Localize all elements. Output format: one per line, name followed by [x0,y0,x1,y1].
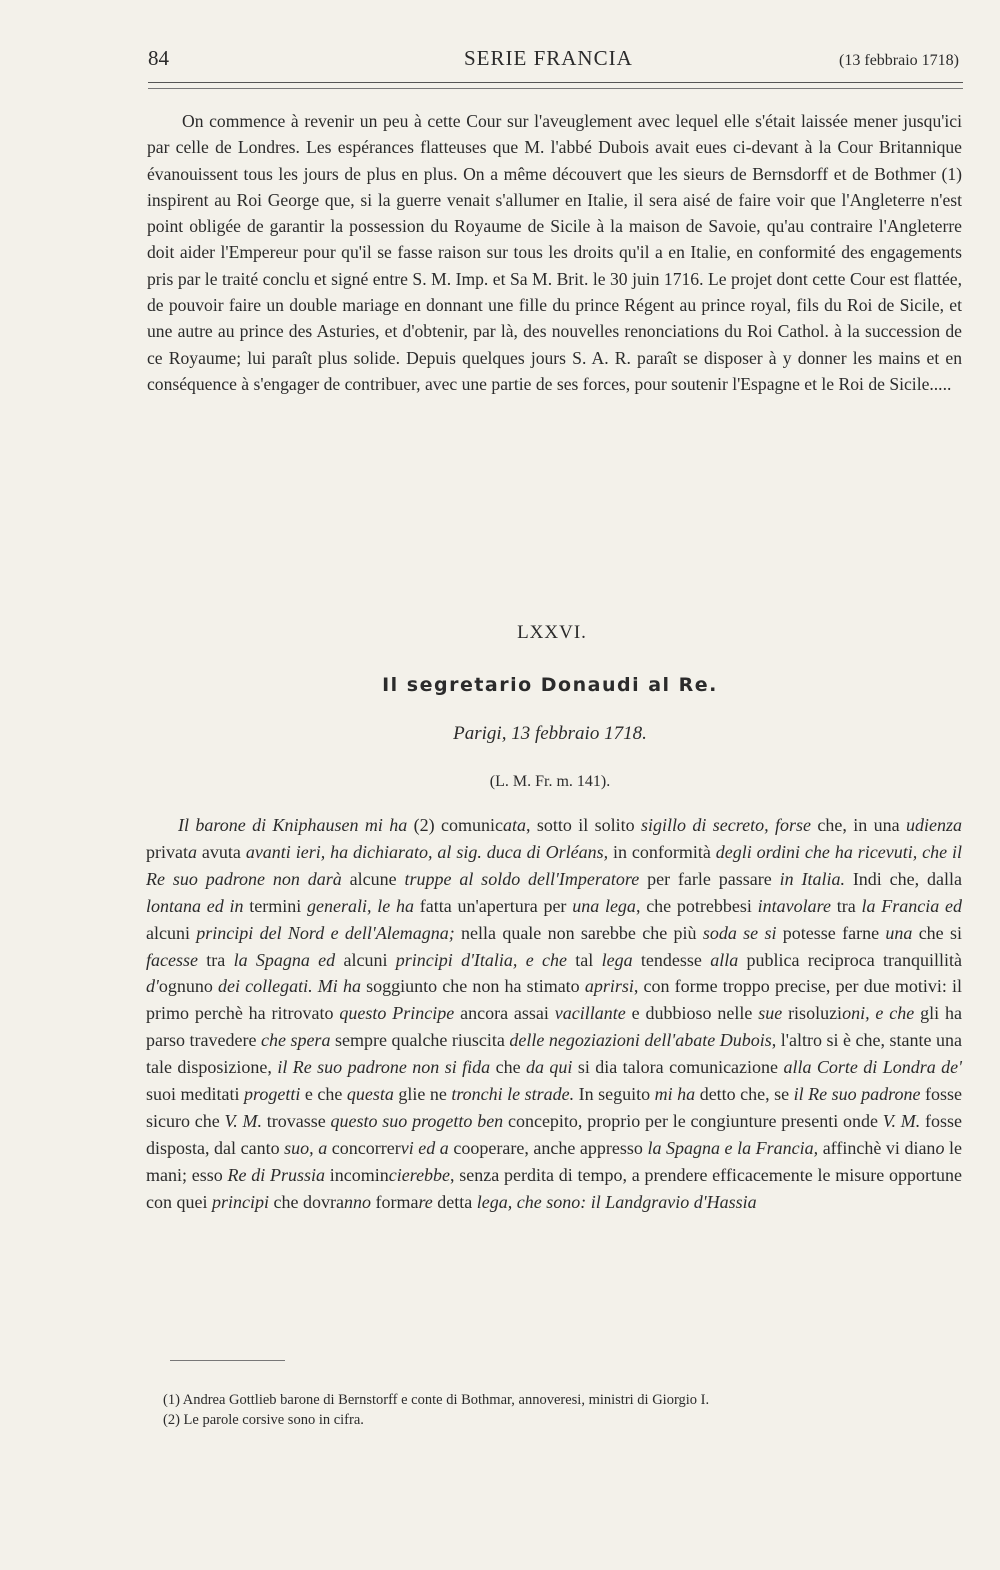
italian-letter [146,812,962,1216]
text-run: e dubbioso nelle [625,1003,759,1024]
cipher-run: che spera [260,1030,331,1051]
text-run: sempre qualche riuscita [330,1030,510,1051]
text-run: detto che, se [695,1084,794,1105]
cipher-run: oni, e che [842,1003,915,1024]
text-run: nella quale non sarebbe che più [454,922,703,943]
text-run: incomin [325,1164,389,1185]
text-run: , sotto il solito [525,815,642,835]
text-run: ancora assai [454,1003,555,1024]
text-run: fosse sicuro che [146,1084,962,1131]
cipher-run: intavolare [757,895,831,916]
cipher-run: cierebbe [388,1164,451,1185]
cipher-run: il Re suo padrone [793,1084,921,1105]
cipher-run: sigillo di secreto, forse [641,815,811,835]
text-run: cooperare, anche appresso [448,1137,648,1158]
text-run: alcuni [335,949,396,970]
text-run: In seguito [574,1084,655,1105]
text-run: glie ne [393,1084,452,1105]
text-run: termini [243,895,308,916]
cipher-run: sue [758,1003,783,1024]
text-run: forma [370,1191,419,1212]
cipher-run: aprirsi [584,976,634,997]
cipher-run: degli ordini che ha ricevuti, che il Re suo padrone non darà [146,841,963,889]
text-run: si dia talora comunicazione [572,1057,784,1078]
document-number: LXXVI. [517,622,587,643]
footnote-rule [170,1360,285,1361]
cipher-run: lega [601,949,633,970]
cipher-run: il Re suo padrone non si fida [277,1057,491,1078]
text-run: tendesse [632,949,711,970]
footnote-1: (1) Andrea Gottlieb barone di Bernstorff e conte di Bothmar, annoveresi, ministri di Giorgio I. [163,1392,710,1408]
cipher-run: tronchi le strade. [451,1084,575,1105]
header-rule-thin [148,88,963,89]
place-date: Parigi, 13 febbraio 1718. [453,723,647,744]
text-run: che dovra [268,1191,344,1212]
text-run: in conformità [608,841,716,862]
text-run: , senza perdita di tempo, a prendere efficacemente le misure opportune con quei [146,1164,962,1212]
footnote-2: (2) Le parole corsive sono in cifra. [163,1412,364,1428]
text-run: concorrer [327,1137,401,1158]
text-run: per farle passare [639,868,780,889]
cipher-run: V. M. [882,1110,921,1131]
cipher-run: Il barone di Kniphausen mi ha [178,815,408,835]
text-run: ognuno [158,976,219,997]
text-run: tra [831,895,862,916]
cipher-run: lontana ed in [146,895,244,916]
text-run: alcune [341,868,405,889]
cipher-run: mi ha [654,1084,696,1105]
cipher-run: principi [211,1191,269,1212]
cipher-run: generali, le ha [307,895,414,916]
text-run: privat [146,841,188,862]
text-run: potesse farne [776,922,886,943]
italian-paragraph [146,812,962,1216]
text-run: risoluzi [782,1003,843,1024]
cipher-run: re [418,1191,433,1212]
cipher-run: vi ed a [400,1137,449,1158]
text-run: le mani; esso [146,1137,962,1185]
text-run: affinchè vi dian [818,1137,936,1158]
cipher-run: o [935,1137,945,1158]
text-run: , che potrebbesi [635,895,758,916]
text-run: che [490,1057,526,1078]
cipher-run: facesse [146,949,198,970]
cipher-run: principi d'Italia, e che [395,949,567,970]
text-run: tra [197,949,234,970]
cipher-run: la Spagna ed [233,949,336,970]
text-run: publica reciproca tranquillità [738,949,963,970]
text-run: che si [912,922,962,943]
cipher-run: truppe al soldo dell'Imperatore [404,868,640,889]
text-run: alcuni [146,922,197,943]
running-header [148,44,963,80]
cipher-run: questa [346,1084,394,1105]
cipher-run: delle negoziazioni dell'abate Dubois [509,1030,772,1051]
text-run: suoi meditati [146,1084,244,1105]
text-run: Indi che, dalla [844,868,962,889]
cipher-run: vacillante [554,1003,626,1024]
cipher-run: suo, a [284,1137,328,1158]
cipher-run: Re di Prussia [227,1164,325,1185]
document-title: Il segretario Donaudi al Re. [382,674,718,696]
cipher-run: una [885,922,913,943]
cipher-run: V. M. [224,1110,262,1131]
french-passage [147,108,962,397]
text-run: fatta un'apertura per [414,895,573,916]
cipher-run: principi del Nord e dell'Alemagna; [196,922,455,943]
text-run: tal [566,949,602,970]
cipher-run: a [188,841,197,862]
cipher-run: da qui [526,1057,573,1078]
french-paragraph: On commence à revenir un peu à cette Cour sur l'aveuglement avec lequel elle s'était laissée mener jusqu'ici par celle de Londres. Les espérances flatteuses que M. l'abbé Dubois avait eues ci-devant à la Cour Britannique évanouissent tous les jours de plus en plus. On a même découvert que les sieurs de Bernsdorff et de Bothmer (1) inspirent au Roi George que, si la guerre venait s'allumer en Italie, il sera aisé de faire voir que l'Angleterre n'est point obligée de garantir la possession du Royaume de Sicile à la maison de Savoie, qu'au contraire l'Angleterre doit aider l'Empereur pour qu'il se fasse raison sur tous les droits qu'il a en Italie, en conformité des engagements pris par le traité conclu et signé entre S. M. Imp. et Sa M. Brit. le 30 juin 1716. Le projet dont cette Cour est flattée, de pouvoir faire un double mariage en donnant une fille du prince Régent au prince royal, fils du Roi de Sicile, et une autre au prince des Asturies, et d'obtenir, par là, des nouvelles renonciations du Roi Cathol. à la succession de ce Royaume; lui paraît plus solide. Depuis quelques jours S. A. R. paraît se disposer à y donner les mains et en conséquence à s'engager de contribuer, avec une partie de ses forces, pour soutenir l'Espagne et le Roi de Sicile..... [147,111,962,394]
header-rule [148,82,963,83]
text-run: (2) comunic [407,815,503,835]
cipher-run: in Italia. [779,868,845,889]
archive-reference: (L. M. Fr. m. 141). [489,773,611,790]
text-run: soggiunto che non ha stimato [360,976,585,997]
cipher-run: alla [710,949,739,970]
text-run: gli ha parso travedere [146,1003,962,1051]
cipher-run: dei collegati. Mi ha [218,976,361,997]
footnotes [163,1390,963,1430]
text-run: trovasse [261,1110,331,1131]
text-run: che, in una [811,815,906,835]
text-run: concepito, proprio per le congiunture presenti onde [503,1110,883,1131]
text-run: avuta [197,841,246,862]
cipher-run: ata [502,815,526,835]
cipher-run: la Francia ed [861,895,962,916]
text-run: , con forme troppo precise, per due motivi: il primo perchè ha ritrovato [146,976,963,1024]
page-number: 84 [148,46,169,70]
series-title: SERIE FRANCIA [464,46,633,70]
cipher-run: una lega [572,895,636,916]
text-run: , l'altro si è che, stante una tale disposizione, [146,1030,962,1078]
cipher-run: lega, che sono: il Landgravio d'Hassia [476,1191,757,1212]
text-run: fosse disposta, dal canto [146,1110,963,1158]
cipher-run: d' [146,976,159,997]
cipher-run: questo Principe [339,1003,455,1024]
cipher-run: la Spagna e la Francia, [647,1137,819,1158]
cipher-run: questo suo progetto ben [330,1110,504,1131]
text-run: detta [432,1191,477,1212]
cipher-run: nno [343,1191,371,1212]
header-date: (13 febbraio 1718) [839,52,959,69]
cipher-run: progetti [244,1084,301,1105]
cipher-run: avanti ieri, ha dichiarato, al sig. duca di Orléans, [245,841,609,862]
text-run: e che [300,1084,347,1105]
cipher-run: alla Corte di Londra de' [783,1057,962,1078]
cipher-run: udienza [906,815,962,835]
cipher-run: soda se si [702,922,777,943]
